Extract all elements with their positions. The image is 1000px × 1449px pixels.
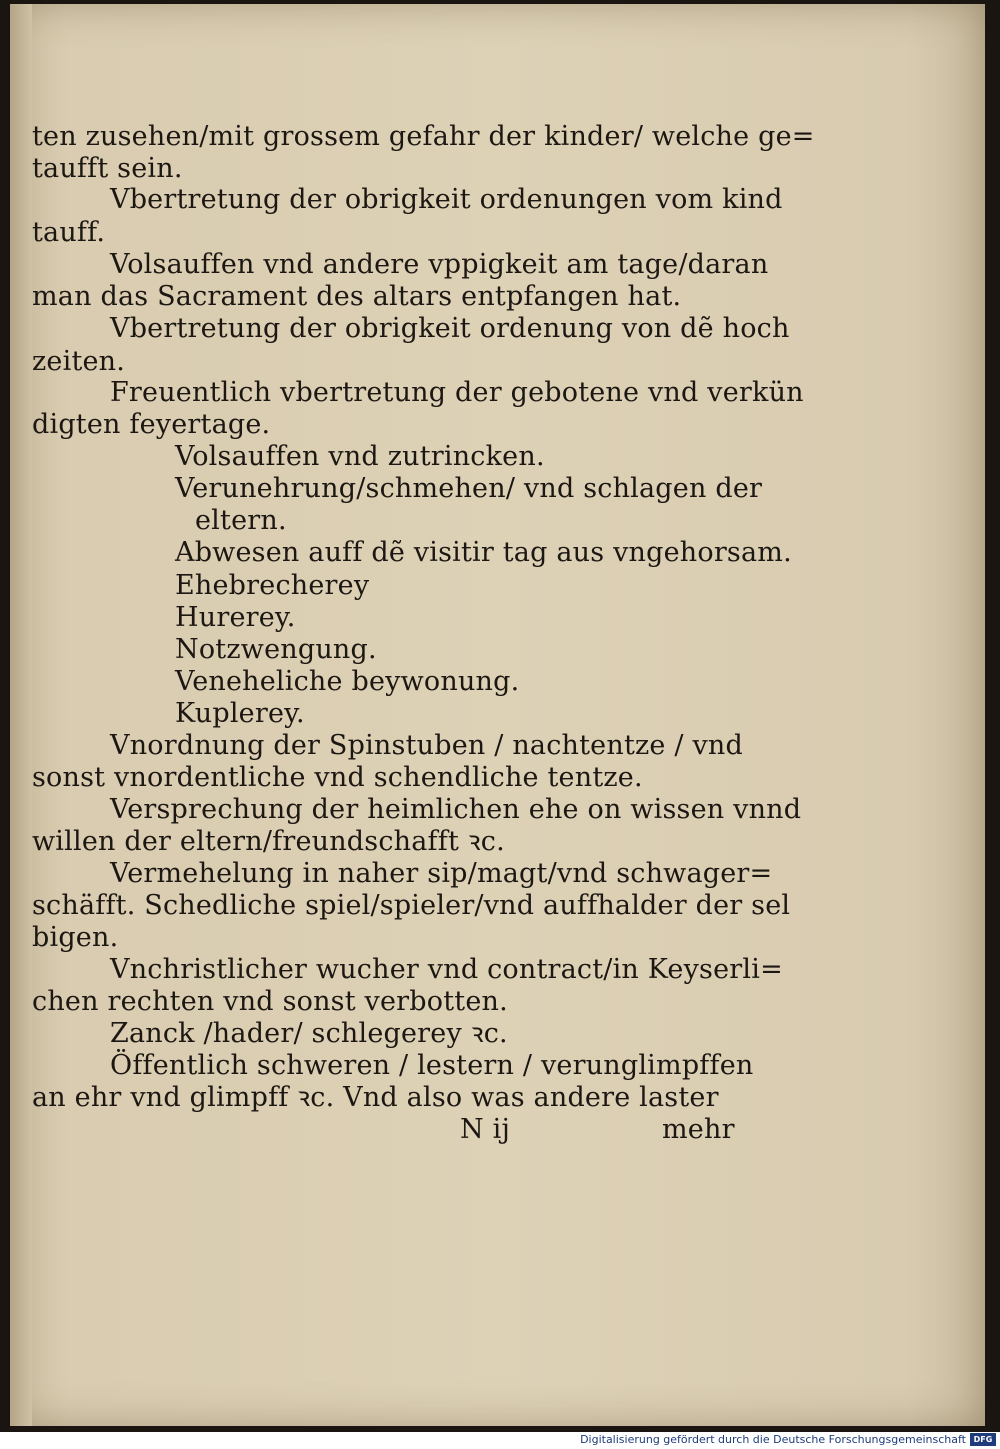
- text-line: digten feyertage.: [32, 409, 271, 440]
- text-line: sonst vnordentliche vnd schendliche tentze.: [32, 762, 643, 793]
- footer-bar: [0, 1432, 1000, 1449]
- text-line: Vermehelung in naher sip/magt/vnd schwager=: [110, 858, 773, 889]
- text-line: man das Sacrament des altars entpfangen hat.: [32, 281, 682, 312]
- text-line: bigen.: [32, 922, 119, 953]
- signature-mark: N ij: [460, 1114, 511, 1145]
- text-line: Versprechung der heimlichen ehe on wissen vnnd: [110, 794, 802, 825]
- text-line: Ehebrecherey: [175, 570, 370, 601]
- text-line: Vbertretung der obrigkeit ordenung von dẽ hoch: [110, 313, 790, 344]
- text-line: an ehr vnd glimpff ꝛc. Vnd also was andere laster: [32, 1082, 719, 1113]
- text-line: Volsauffen vnd andere vppigkeit am tage/daran: [110, 249, 769, 280]
- text-line: Volsauffen vnd zutrincken.: [175, 441, 545, 472]
- text-line: tauff.: [32, 217, 106, 248]
- text-line: Abwesen auff dẽ visitir tag aus vngehorsam.: [175, 537, 792, 568]
- text-line: eltern.: [195, 505, 287, 536]
- text-line: schäfft. Schedliche spiel/spieler/vnd auffhalder der sel: [32, 890, 791, 921]
- catchword: mehr: [662, 1114, 735, 1145]
- text-line: Zanck /hader/ schlegerey ꝛc.: [110, 1018, 508, 1049]
- text-line: Öffentlich schweren / lestern / verunglimpffen: [110, 1050, 754, 1081]
- text-line: Hurerey.: [175, 602, 296, 633]
- text-line: Freuentlich vbertretung der gebotene vnd verkün: [110, 377, 804, 408]
- text-line: ten zusehen/mit grossem gefahr der kinder/ welche ge=: [32, 121, 815, 152]
- text-line: Notzwengung.: [175, 634, 377, 665]
- text-line: Verunehrung/schmehen/ vnd schlagen der: [175, 473, 763, 504]
- funding-credit: Digitalisierung gefördert durch die Deutsche Forschungsgemeinschaft: [580, 1433, 966, 1446]
- text-line: Vnordnung der Spinstuben / nachtentze / vnd: [110, 730, 743, 761]
- book-page: [10, 4, 985, 1426]
- text-line: Veneheliche beywonung.: [175, 666, 520, 697]
- text-line: Kuplerey.: [175, 698, 305, 729]
- text-line: Vbertretung der obrigkeit ordenungen vom kind: [110, 184, 783, 215]
- page-gutter: [10, 4, 32, 1426]
- text-line: Vnchristlicher wucher vnd contract/in Keyserli=: [110, 954, 783, 985]
- text-line: chen rechten vnd sonst verbotten.: [32, 986, 508, 1017]
- text-line: zeiten.: [32, 346, 126, 377]
- text-line: willen der eltern/freundschafft ꝛc.: [32, 826, 505, 857]
- text-line: taufft sein.: [32, 153, 183, 184]
- dfg-logo: DFG: [970, 1433, 996, 1446]
